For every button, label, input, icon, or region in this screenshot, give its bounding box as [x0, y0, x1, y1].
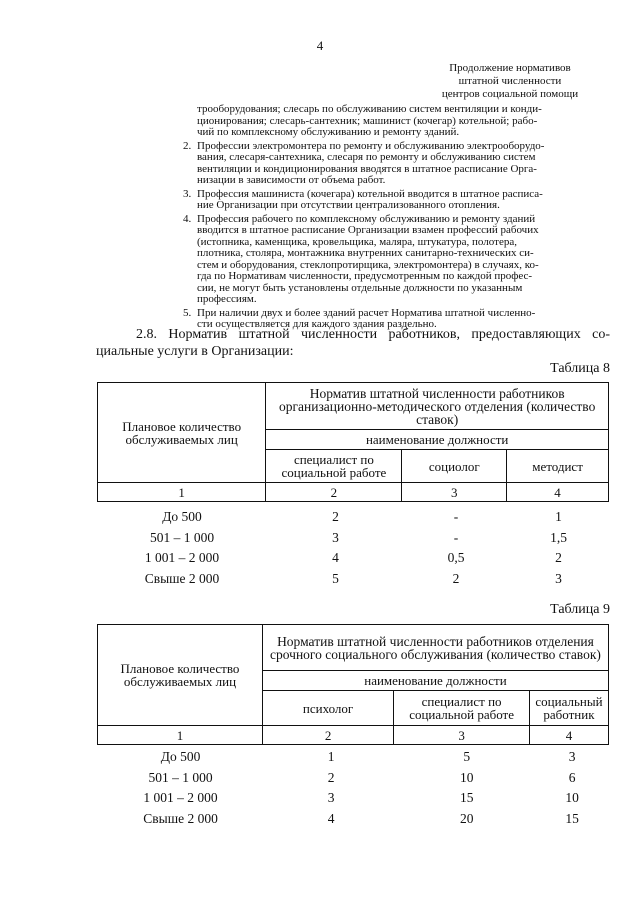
table9-col-psychologist: психолог [262, 691, 393, 726]
table8-range: Свыше 2 000 [144, 570, 220, 586]
table8-data [97, 507, 609, 589]
table9-range: 501 – 1 000 [148, 769, 213, 785]
table9-range: 1 001 – 2 000 [143, 790, 218, 806]
table8-cell: 0,5 [447, 550, 465, 566]
note-line: Профессия машиниста (кочегара) котельной вводится в штатное расписа- [197, 187, 543, 200]
header-line-2: штатной численности [458, 75, 562, 87]
header-line-1: Продолжение нормативов [449, 62, 571, 74]
table8-col-sociologist: социолог [402, 450, 507, 483]
table9-cell: 5 [463, 749, 471, 765]
table9-data [97, 747, 609, 829]
table9-num-1: 1 [98, 726, 263, 745]
table8-col-specialist: специалист по социальной работе [266, 450, 402, 483]
table8-cell: 3 [332, 529, 339, 545]
table8-cell: 3 [555, 570, 562, 586]
table9-cell: 15 [565, 810, 579, 826]
table8-cell: 2 [452, 570, 460, 586]
note-line: плотника, столяра, монтажника внутренних санитарно-технических си- [197, 247, 534, 259]
table9-col-social-worker: социальный работник [529, 691, 608, 726]
note-line: гда по Нормативам численности, предусмотренным по каждой профес- [197, 270, 533, 282]
note-line: низации в зависимости от объема работ. [197, 174, 386, 186]
note-item-4 [183, 214, 610, 306]
table9-cell: 3 [568, 749, 576, 765]
note-continuation-1: трооборудования; слесарь по обслуживанию систем вентиляции и конди- [197, 103, 542, 115]
note-line: сии, не могут быть установлены отдельные должности по указанным [197, 281, 523, 294]
note-line: стем и оборудования, стеклопротирщика, электромонтера) в случаях, ко- [197, 258, 539, 271]
table8-cell: 2 [555, 550, 562, 566]
table9-cell: 3 [327, 790, 335, 806]
table8-cell: - [453, 509, 459, 525]
table9-norm-header: Норматив штатной численности работников отделения срочного социального обслуживания (количество ставок) [262, 625, 608, 671]
note-number: 5. [183, 306, 192, 319]
table9-num-4: 4 [529, 726, 608, 745]
table9-caption: Таблица 9 [550, 602, 610, 617]
table8-cell: - [453, 529, 459, 545]
table9-header [97, 624, 609, 745]
table8-norm-header: Норматив штатной численности работников организационно-методического отделения (количество ставок) [266, 383, 609, 430]
note-line: вводится в штатное расписание Организации взамен профессий рабочих [197, 224, 539, 236]
table8-range: До 500 [162, 509, 202, 525]
table9-cell: 4 [327, 810, 335, 826]
note-line: Профессия рабочего по комплексному обслуживанию и ремонту зданий [197, 212, 536, 225]
note-line: вания, слесаря-сантехника, слесаря по ремонту и обслуживанию систем [197, 151, 536, 163]
table8-num-3: 3 [402, 483, 507, 502]
note-continuation-2: ционирования; слесарь-сантехник; машинист (кочегар) котельной; рабо- [197, 114, 538, 127]
note-line: При наличии двух и более зданий расчет Норматива штатной численно- [197, 306, 536, 319]
table9-cell: 15 [460, 790, 474, 806]
table8-cell: 5 [332, 570, 339, 586]
table-row [97, 788, 609, 809]
table9-range: До 500 [160, 749, 201, 765]
table8-range: 501 – 1 000 [149, 529, 215, 545]
table9-cell: 6 [568, 769, 576, 785]
table-row [97, 548, 609, 569]
table8-cell: 4 [332, 550, 339, 566]
table8-caption: Таблица 8 [550, 361, 610, 376]
note-number: 2. [183, 139, 192, 152]
table9-cell: 10 [565, 790, 579, 806]
table8-cell: 2 [332, 509, 339, 525]
table9-cell: 1 [327, 749, 335, 765]
section-paragraph: 2.8. Норматив штатной численности работников, предоставляющих со-циальные услуги в Организации: [96, 327, 610, 359]
table9-position-header: наименование должности [262, 671, 608, 691]
note-continuation-3: чий по комплексному обслуживанию и ремонту зданий. [197, 126, 460, 138]
note-line: сти осуществляется для каждого здания раздельно. [197, 318, 437, 330]
note-line: профессиям. [197, 293, 257, 305]
table-row [97, 768, 609, 789]
table8-num-4: 4 [507, 483, 609, 502]
table9-cell: 2 [327, 769, 335, 785]
table8-num-2: 2 [266, 483, 402, 502]
notes-block [183, 104, 610, 331]
note-number: 3. [183, 187, 192, 200]
table9-num-3: 3 [394, 726, 530, 745]
note-line: (истопника, каменщика, кровельщика, маляра, штукатура, полотера, [197, 235, 517, 248]
table8-position-header: наименование должности [266, 430, 609, 450]
table9-col-specialist: специалист по социальной работе [394, 691, 530, 726]
note-line: Профессии электромонтера по ремонту и обслуживанию электрооборудо- [197, 139, 545, 152]
table8-col-methodist: методист [507, 450, 609, 483]
note-line: ние Организации при отсутствии централизованного отопления. [197, 199, 500, 211]
note-item-2 [183, 141, 610, 187]
table8-cell: 1 [555, 509, 562, 525]
table9-num-2: 2 [262, 726, 393, 745]
table-row [97, 569, 609, 590]
note-line: вентиляции и кондиционирования вводятся в штатное расписание Орга- [197, 162, 537, 175]
table-row [97, 507, 609, 528]
table8-cell: 1,5 [550, 529, 567, 545]
table-row [97, 809, 609, 830]
table9-cell: 20 [460, 810, 474, 826]
table9-row-header: Плановое количество обслуживаемых лиц [98, 625, 263, 726]
note-item-3 [183, 189, 610, 212]
table-row [97, 747, 609, 768]
header-line-3: центров социальной помощи [441, 88, 579, 100]
note-number: 4. [183, 212, 192, 225]
table8-num-1: 1 [98, 483, 266, 502]
table-row [97, 528, 609, 549]
table8-row-header: Плановое количество обслуживаемых лиц [98, 383, 266, 483]
table8-range: 1 001 – 2 000 [144, 550, 220, 566]
table9-cell: 10 [460, 769, 474, 785]
page-number: 4 [316, 38, 324, 53]
table9-range: Свыше 2 000 [143, 810, 218, 826]
table8-header [97, 382, 609, 502]
